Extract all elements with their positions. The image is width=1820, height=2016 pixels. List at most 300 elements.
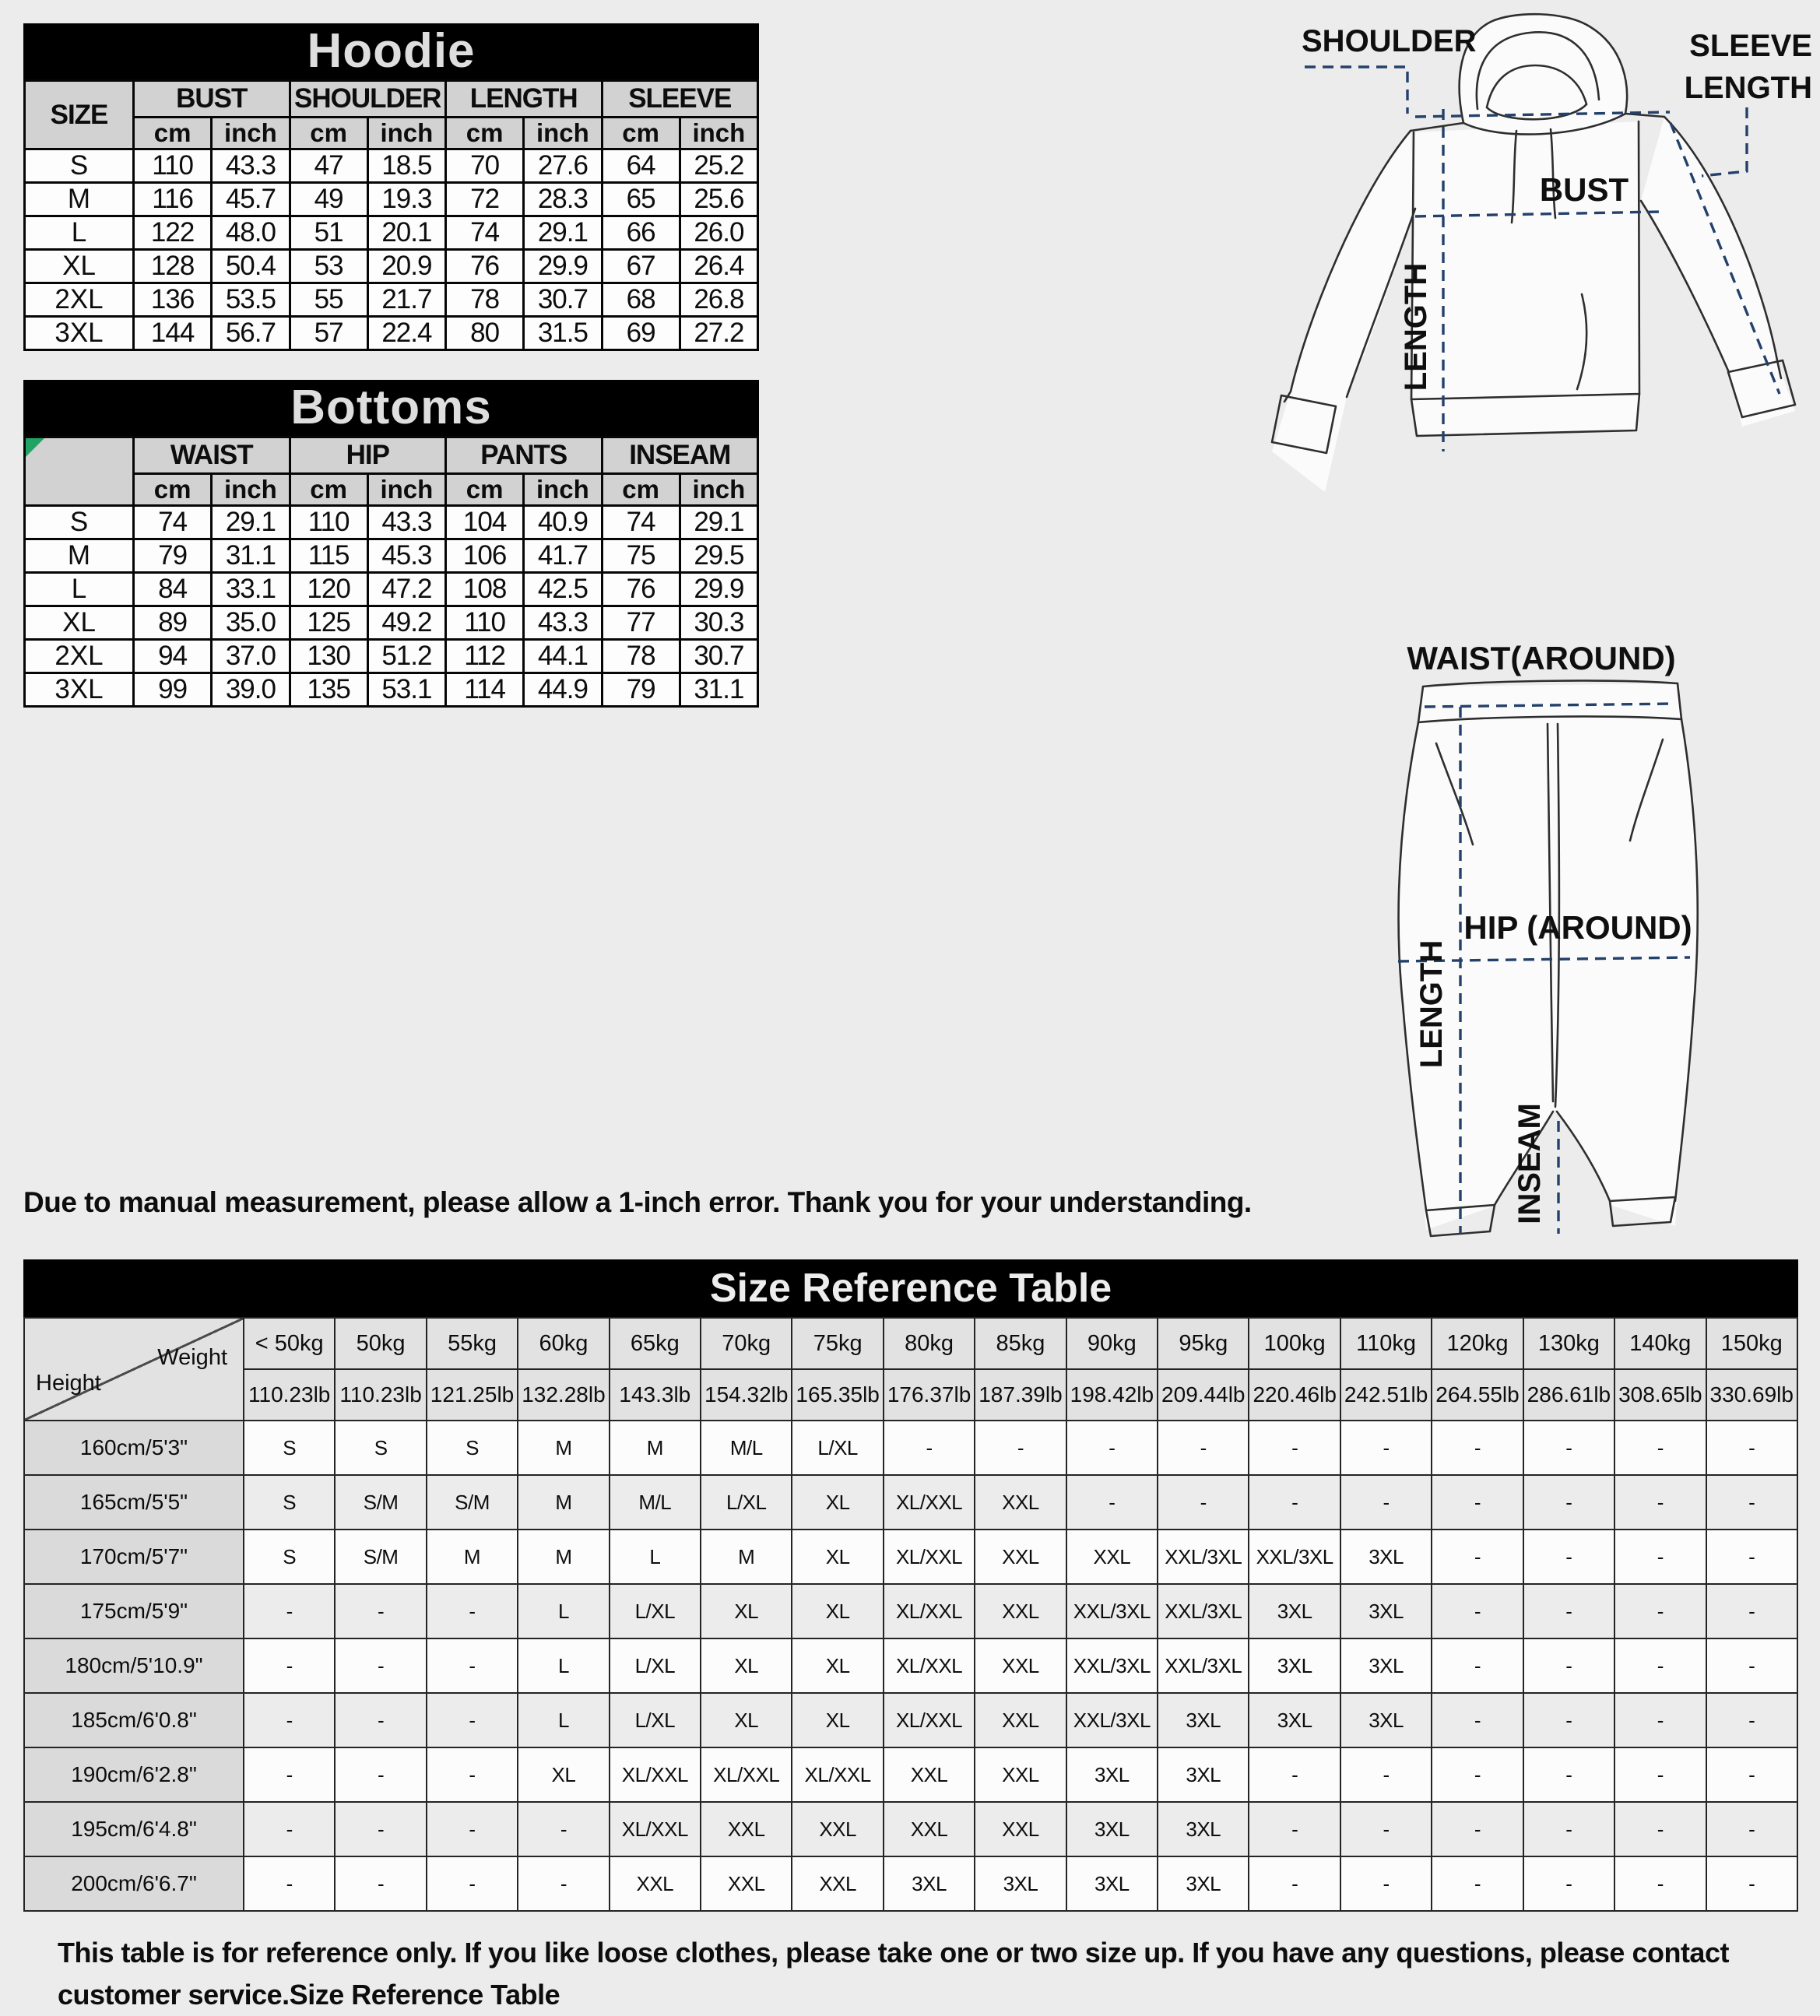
size-recommendation-cell: M: [427, 1530, 518, 1584]
measurement-cell: 68: [602, 283, 680, 317]
measurement-cell: 84: [134, 573, 212, 606]
measurement-cell: 106: [446, 539, 524, 573]
footer-note: This table is for reference only. If you like loose clothes, please take one or two size up. If you have any questions, please contact customer service.Size Reference Table: [58, 1937, 1729, 2011]
size-recommendation-cell: 3XL: [1066, 1747, 1158, 1802]
size-recommendation-cell: S: [244, 1475, 335, 1530]
size-recommendation-cell: -: [1432, 1475, 1523, 1530]
size-row: [25, 539, 758, 573]
size-recommendation-cell: XXL: [975, 1475, 1066, 1530]
weight-kg-header: 130kg: [1523, 1318, 1614, 1369]
hoodie-size-table: [23, 79, 759, 351]
measurement-cell: 89: [134, 606, 212, 640]
weight-kg-header: 150kg: [1706, 1318, 1798, 1369]
pants-length-diagram-label: LENGTH: [1414, 940, 1449, 1069]
size-recommendation-cell: M: [518, 1530, 609, 1584]
size-recommendation-cell: -: [427, 1856, 518, 1911]
measurement-cell: 122: [134, 216, 212, 250]
measurement-cell: 47.2: [367, 573, 445, 606]
reference-row: [24, 1584, 1797, 1638]
weight-kg-header: 90kg: [1066, 1318, 1158, 1369]
measurement-cell: 79: [602, 673, 680, 707]
height-label-cell: 200cm/6'6.7": [24, 1856, 244, 1911]
size-recommendation-cell: -: [1614, 1856, 1706, 1911]
measurement-cell: 26.8: [680, 283, 757, 317]
size-recommendation-cell: L/XL: [610, 1638, 701, 1693]
size-recommendation-cell: M/L: [701, 1421, 792, 1475]
bottoms-unit-header-row: [25, 474, 758, 506]
hoodie-table-header: [25, 81, 758, 149]
size-recommendation-cell: XL: [792, 1475, 883, 1530]
measurement-cell: 94: [134, 640, 212, 673]
measurement-cell: 29.5: [680, 539, 757, 573]
size-recommendation-cell: M: [701, 1530, 792, 1584]
bottoms-table-header: [25, 437, 758, 506]
weight-lb-header: 176.37lb: [884, 1369, 975, 1421]
size-recommendation-cell: -: [1249, 1747, 1340, 1802]
size-recommendation-cell: XXL: [701, 1856, 792, 1911]
height-label-cell: 165cm/5'5": [24, 1475, 244, 1530]
size-recommendation-cell: -: [1523, 1747, 1614, 1802]
weight-lb-header: 308.65lb: [1614, 1369, 1706, 1421]
size-recommendation-cell: 3XL: [1158, 1693, 1249, 1747]
measurement-note: Due to manual measurement, please allow a 1-inch error. Thank you for your understanding.: [23, 1186, 1252, 1218]
size-recommendation-cell: XXL: [975, 1747, 1066, 1802]
size-row: [25, 250, 758, 283]
size-recommendation-cell: -: [1706, 1638, 1798, 1693]
size-recommendation-cell: XXL/3XL: [1158, 1638, 1249, 1693]
size-column-header: SIZE: [25, 81, 134, 149]
hoodie-left-sleeve-fill: [1272, 131, 1415, 492]
size-recommendation-cell: -: [1066, 1421, 1158, 1475]
hoodie-measurement-diagram: [1230, 6, 1820, 504]
measurement-cell: 53.5: [212, 283, 290, 317]
size-recommendation-cell: 3XL: [975, 1856, 1066, 1911]
measurement-cell: 112: [446, 640, 524, 673]
weight-height-corner-cell: [24, 1318, 244, 1421]
measurement-cell: 78: [602, 640, 680, 673]
size-recommendation-cell: XL/XXL: [610, 1802, 701, 1856]
measurement-cell: 40.9: [524, 506, 602, 539]
size-recommendation-cell: -: [335, 1584, 426, 1638]
size-recommendation-cell: -: [1523, 1638, 1614, 1693]
size-recommendation-cell: -: [1706, 1693, 1798, 1747]
measurement-cell: 29.9: [524, 250, 602, 283]
weight-kg-header: 140kg: [1614, 1318, 1706, 1369]
size-recommendation-cell: L/XL: [701, 1475, 792, 1530]
measurement-cell: 25.6: [680, 183, 757, 216]
size-recommendation-cell: -: [1432, 1530, 1523, 1584]
size-recommendation-cell: -: [1523, 1421, 1614, 1475]
hoodie-unit-header-row: [25, 118, 758, 149]
size-recommendation-cell: XXL: [1066, 1530, 1158, 1584]
measurement-cell: 48.0: [212, 216, 290, 250]
size-label-cell: 3XL: [25, 673, 134, 707]
hoodie-size-chart: [23, 23, 759, 351]
measurement-cell: 135: [290, 673, 367, 707]
size-recommendation-cell: XXL/3XL: [1066, 1638, 1158, 1693]
size-label-cell: XL: [25, 606, 134, 640]
size-recommendation-cell: XXL: [975, 1530, 1066, 1584]
inseam-diagram-label: INSEAM: [1513, 1103, 1547, 1224]
measurement-cell: 22.4: [367, 317, 445, 350]
height-label-cell: 190cm/6'2.8": [24, 1747, 244, 1802]
size-recommendation-cell: -: [1249, 1802, 1340, 1856]
weight-kg-header: 65kg: [610, 1318, 701, 1369]
measurement-cell: 20.1: [367, 216, 445, 250]
size-recommendation-cell: XXL: [610, 1856, 701, 1911]
size-recommendation-cell: -: [1249, 1475, 1340, 1530]
measurement-cell: 29.1: [212, 506, 290, 539]
measurement-cell: 80: [446, 317, 524, 350]
size-recommendation-cell: S: [335, 1421, 426, 1475]
size-row: [25, 149, 758, 183]
measurement-cell: 25.2: [680, 149, 757, 183]
size-recommendation-cell: XXL/3XL: [1066, 1584, 1158, 1638]
measurement-cell: 19.3: [367, 183, 445, 216]
size-recommendation-cell: 3XL: [1340, 1638, 1432, 1693]
size-recommendation-cell: -: [1706, 1421, 1798, 1475]
size-label-cell: M: [25, 183, 134, 216]
size-row: [25, 317, 758, 350]
measurement-cell: 114: [446, 673, 524, 707]
size-recommendation-cell: 3XL: [1249, 1638, 1340, 1693]
size-recommendation-cell: -: [427, 1747, 518, 1802]
size-label-cell: L: [25, 216, 134, 250]
unit-header: inch: [367, 474, 445, 506]
size-label-cell: 2XL: [25, 283, 134, 317]
sleeve-leader-line: [1702, 107, 1747, 176]
size-recommendation-cell: L/XL: [792, 1421, 883, 1475]
size-row: [25, 673, 758, 707]
length-column-header: LENGTH: [446, 81, 603, 118]
weight-lb-header: 187.39lb: [975, 1369, 1066, 1421]
size-row: [25, 606, 758, 640]
weight-lb-header: 121.25lb: [427, 1369, 518, 1421]
weight-corner-label: Weight: [157, 1345, 227, 1370]
size-recommendation-cell: XXL: [975, 1802, 1066, 1856]
bottoms-group-header-row: [25, 437, 758, 474]
bottoms-size-chart: [23, 380, 759, 708]
measurement-cell: 37.0: [212, 640, 290, 673]
hip-column-header: HIP: [290, 437, 446, 474]
measurement-cell: 44.1: [524, 640, 602, 673]
size-recommendation-cell: -: [244, 1638, 335, 1693]
size-reference-header: [24, 1318, 1797, 1421]
waist-diagram-label: WAIST(AROUND): [1407, 640, 1676, 676]
measurement-cell: 29.1: [680, 506, 757, 539]
size-recommendation-cell: 3XL: [1066, 1856, 1158, 1911]
measurement-cell: 27.2: [680, 317, 757, 350]
size-recommendation-cell: -: [1249, 1421, 1340, 1475]
measurement-cell: 136: [134, 283, 212, 317]
measurement-cell: 50.4: [212, 250, 290, 283]
weight-kg-header: 50kg: [335, 1318, 426, 1369]
unit-header: inch: [524, 118, 602, 149]
measurement-cell: 33.1: [212, 573, 290, 606]
size-row: [25, 183, 758, 216]
measurement-cell: 21.7: [367, 283, 445, 317]
size-recommendation-cell: XXL: [975, 1693, 1066, 1747]
size-recommendation-cell: L: [518, 1584, 609, 1638]
size-recommendation-cell: XXL: [975, 1584, 1066, 1638]
size-recommendation-cell: -: [518, 1802, 609, 1856]
measurement-cell: 45.7: [212, 183, 290, 216]
size-recommendation-cell: -: [1614, 1475, 1706, 1530]
size-recommendation-cell: M: [518, 1475, 609, 1530]
measurement-cell: 44.9: [524, 673, 602, 707]
size-column-header: [25, 437, 134, 506]
measurement-cell: 18.5: [367, 149, 445, 183]
size-recommendation-cell: -: [1614, 1421, 1706, 1475]
weight-lb-header: 264.55lb: [1432, 1369, 1523, 1421]
size-recommendation-cell: S: [244, 1530, 335, 1584]
size-recommendation-cell: -: [1432, 1421, 1523, 1475]
size-recommendation-cell: L: [518, 1693, 609, 1747]
size-recommendation-cell: -: [335, 1638, 426, 1693]
measurement-cell: 74: [134, 506, 212, 539]
measurement-cell: 74: [602, 506, 680, 539]
measurement-cell: 43.3: [367, 506, 445, 539]
size-recommendation-cell: S: [244, 1421, 335, 1475]
size-recommendation-cell: XXL: [701, 1802, 792, 1856]
weight-kg-header: 55kg: [427, 1318, 518, 1369]
size-recommendation-cell: -: [1432, 1747, 1523, 1802]
size-recommendation-cell: XXL/3XL: [1249, 1530, 1340, 1584]
shoulder-diagram-label: SHOULDER: [1302, 24, 1477, 58]
weight-kg-header: 110kg: [1340, 1318, 1432, 1369]
size-recommendation-cell: XXL/3XL: [1158, 1584, 1249, 1638]
size-recommendation-cell: L/XL: [610, 1693, 701, 1747]
measurement-cell: 51: [290, 216, 367, 250]
size-row: [25, 283, 758, 317]
measurement-cell: 56.7: [212, 317, 290, 350]
size-recommendation-cell: -: [1432, 1584, 1523, 1638]
unit-header: cm: [446, 474, 524, 506]
size-recommendation-cell: XL: [792, 1638, 883, 1693]
size-recommendation-cell: -: [1340, 1475, 1432, 1530]
weight-lb-header: 330.69lb: [1706, 1369, 1798, 1421]
size-recommendation-cell: XL: [701, 1638, 792, 1693]
bottoms-table-body: [25, 506, 758, 707]
size-recommendation-cell: -: [1158, 1421, 1249, 1475]
size-recommendation-cell: -: [335, 1802, 426, 1856]
pants-line-art: [1230, 506, 1820, 1238]
weight-lb-header: 209.44lb: [1158, 1369, 1249, 1421]
size-label-cell: S: [25, 149, 134, 183]
size-recommendation-cell: M: [610, 1421, 701, 1475]
size-label-cell: 3XL: [25, 317, 134, 350]
weight-lb-header: 242.51lb: [1340, 1369, 1432, 1421]
size-recommendation-cell: -: [1706, 1747, 1798, 1802]
size-recommendation-cell: -: [1340, 1421, 1432, 1475]
size-recommendation-cell: XL/XXL: [792, 1747, 883, 1802]
size-recommendation-cell: -: [1432, 1638, 1523, 1693]
measurement-cell: 31.1: [680, 673, 757, 707]
hoodie-right-sleeve-fill: [1641, 117, 1795, 427]
size-recommendation-cell: XL/XXL: [610, 1747, 701, 1802]
reference-row: [24, 1638, 1797, 1693]
size-recommendation-cell: 3XL: [1066, 1802, 1158, 1856]
size-recommendation-cell: 3XL: [1340, 1584, 1432, 1638]
size-recommendation-cell: XL: [701, 1584, 792, 1638]
measurement-cell: 74: [446, 216, 524, 250]
size-recommendation-cell: L: [518, 1638, 609, 1693]
reference-row: [24, 1693, 1797, 1747]
unit-header: inch: [367, 118, 445, 149]
size-recommendation-cell: 3XL: [1158, 1802, 1249, 1856]
measurement-cell: 75: [602, 539, 680, 573]
measurement-cell: 120: [290, 573, 367, 606]
size-recommendation-cell: -: [1614, 1693, 1706, 1747]
size-recommendation-cell: -: [1158, 1475, 1249, 1530]
unit-header: inch: [680, 474, 757, 506]
size-row: [25, 216, 758, 250]
size-label-cell: XL: [25, 250, 134, 283]
measurement-cell: 29.9: [680, 573, 757, 606]
unit-header: cm: [602, 118, 680, 149]
hip-diagram-label: HIP (AROUND): [1463, 909, 1692, 946]
unit-header: cm: [290, 118, 367, 149]
size-recommendation-cell: S/M: [335, 1530, 426, 1584]
size-recommendation-cell: -: [1614, 1802, 1706, 1856]
size-row: [25, 506, 758, 539]
size-recommendation-cell: S: [427, 1421, 518, 1475]
measurement-cell: 99: [134, 673, 212, 707]
size-label-cell: S: [25, 506, 134, 539]
measurement-cell: 55: [290, 283, 367, 317]
size-recommendation-cell: XXL/3XL: [1066, 1693, 1158, 1747]
size-recommendation-cell: S/M: [427, 1475, 518, 1530]
weight-kg-header: 120kg: [1432, 1318, 1523, 1369]
reference-row: [24, 1530, 1797, 1584]
weight-lb-header: 110.23lb: [335, 1369, 426, 1421]
size-reference-body: [24, 1421, 1797, 1911]
measurement-cell: 53.1: [367, 673, 445, 707]
measurement-cell: 49: [290, 183, 367, 216]
measurement-cell: 108: [446, 573, 524, 606]
sleeve-column-header: SLEEVE: [602, 81, 758, 118]
weight-kg-header: 85kg: [975, 1318, 1066, 1369]
size-recommendation-cell: -: [244, 1584, 335, 1638]
size-recommendation-cell: -: [1614, 1747, 1706, 1802]
measurement-cell: 49.2: [367, 606, 445, 640]
size-recommendation-cell: -: [1340, 1856, 1432, 1911]
measurement-cell: 31.1: [212, 539, 290, 573]
size-recommendation-cell: S/M: [335, 1475, 426, 1530]
shoulder-column-header: SHOULDER: [290, 81, 446, 118]
size-recommendation-cell: -: [1523, 1693, 1614, 1747]
measurement-cell: 79: [134, 539, 212, 573]
measurement-cell: 42.5: [524, 573, 602, 606]
sleeve-length-diagram-label-1: SLEEVE: [1689, 29, 1812, 63]
unit-header: inch: [524, 474, 602, 506]
size-recommendation-cell: -: [1706, 1802, 1798, 1856]
height-label-cell: 180cm/5'10.9": [24, 1638, 244, 1693]
height-label-cell: 185cm/6'0.8": [24, 1693, 244, 1747]
measurement-cell: 51.2: [367, 640, 445, 673]
size-recommendation-cell: XL: [792, 1584, 883, 1638]
measurement-cell: 30.3: [680, 606, 757, 640]
measurement-cell: 69: [602, 317, 680, 350]
measurement-cell: 72: [446, 183, 524, 216]
size-row: [25, 640, 758, 673]
measurement-cell: 30.7: [680, 640, 757, 673]
size-recommendation-cell: -: [1432, 1802, 1523, 1856]
size-recommendation-cell: -: [884, 1421, 975, 1475]
size-reference-table: [23, 1317, 1798, 1912]
unit-header: inch: [680, 118, 757, 149]
reference-row: [24, 1475, 1797, 1530]
height-label-cell: 170cm/5'7": [24, 1530, 244, 1584]
height-corner-label: Height: [36, 1371, 101, 1396]
measurement-cell: 76: [446, 250, 524, 283]
weight-lb-header: 154.32lb: [701, 1369, 792, 1421]
weight-kg-header-row: [24, 1318, 1797, 1369]
size-label-cell: 2XL: [25, 640, 134, 673]
measurement-cell: 28.3: [524, 183, 602, 216]
size-recommendation-cell: L: [610, 1530, 701, 1584]
measurement-cell: 29.1: [524, 216, 602, 250]
measurement-cell: 27.6: [524, 149, 602, 183]
weight-kg-header: 80kg: [884, 1318, 975, 1369]
measurement-cell: 116: [134, 183, 212, 216]
weight-lb-header: 165.35lb: [792, 1369, 883, 1421]
size-recommendation-cell: -: [1432, 1856, 1523, 1911]
size-recommendation-cell: -: [1523, 1856, 1614, 1911]
size-reference-chart: [23, 1259, 1798, 1912]
reference-row: [24, 1856, 1797, 1911]
size-label-cell: L: [25, 573, 134, 606]
size-recommendation-cell: -: [1066, 1475, 1158, 1530]
measurement-cell: 26.0: [680, 216, 757, 250]
unit-header: inch: [212, 474, 290, 506]
measurement-cell: 130: [290, 640, 367, 673]
sleeve-length-diagram-label-2: LENGTH: [1684, 71, 1812, 105]
unit-header: cm: [134, 474, 212, 506]
weight-kg-header: 75kg: [792, 1318, 883, 1369]
measurement-cell: 53: [290, 250, 367, 283]
measurement-cell: 26.4: [680, 250, 757, 283]
weight-kg-header: 100kg: [1249, 1318, 1340, 1369]
measurement-cell: 67: [602, 250, 680, 283]
measurement-cell: 20.9: [367, 250, 445, 283]
size-recommendation-cell: XXL: [975, 1638, 1066, 1693]
hoodie-group-header-row: [25, 81, 758, 118]
measurement-cell: 45.3: [367, 539, 445, 573]
size-recommendation-cell: -: [244, 1802, 335, 1856]
size-recommendation-cell: -: [427, 1638, 518, 1693]
size-recommendation-cell: XXL: [884, 1747, 975, 1802]
measurement-cell: 78: [446, 283, 524, 317]
weight-kg-header: 70kg: [701, 1318, 792, 1369]
weight-lb-header-row: [24, 1369, 1797, 1421]
size-recommendation-cell: -: [1614, 1530, 1706, 1584]
size-recommendation-cell: -: [427, 1584, 518, 1638]
size-recommendation-cell: -: [335, 1747, 426, 1802]
size-recommendation-cell: -: [1249, 1856, 1340, 1911]
size-reference-table-title: Size Reference Table: [23, 1259, 1798, 1317]
size-row: [25, 573, 758, 606]
measurement-cell: 65: [602, 183, 680, 216]
size-recommendation-cell: XL/XXL: [701, 1747, 792, 1802]
size-recommendation-cell: -: [1706, 1584, 1798, 1638]
size-recommendation-cell: -: [1340, 1802, 1432, 1856]
size-recommendation-cell: XL: [792, 1693, 883, 1747]
size-recommendation-cell: -: [427, 1693, 518, 1747]
reference-row: [24, 1802, 1797, 1856]
length-diagram-label: LENGTH: [1399, 262, 1433, 392]
size-recommendation-cell: -: [427, 1802, 518, 1856]
